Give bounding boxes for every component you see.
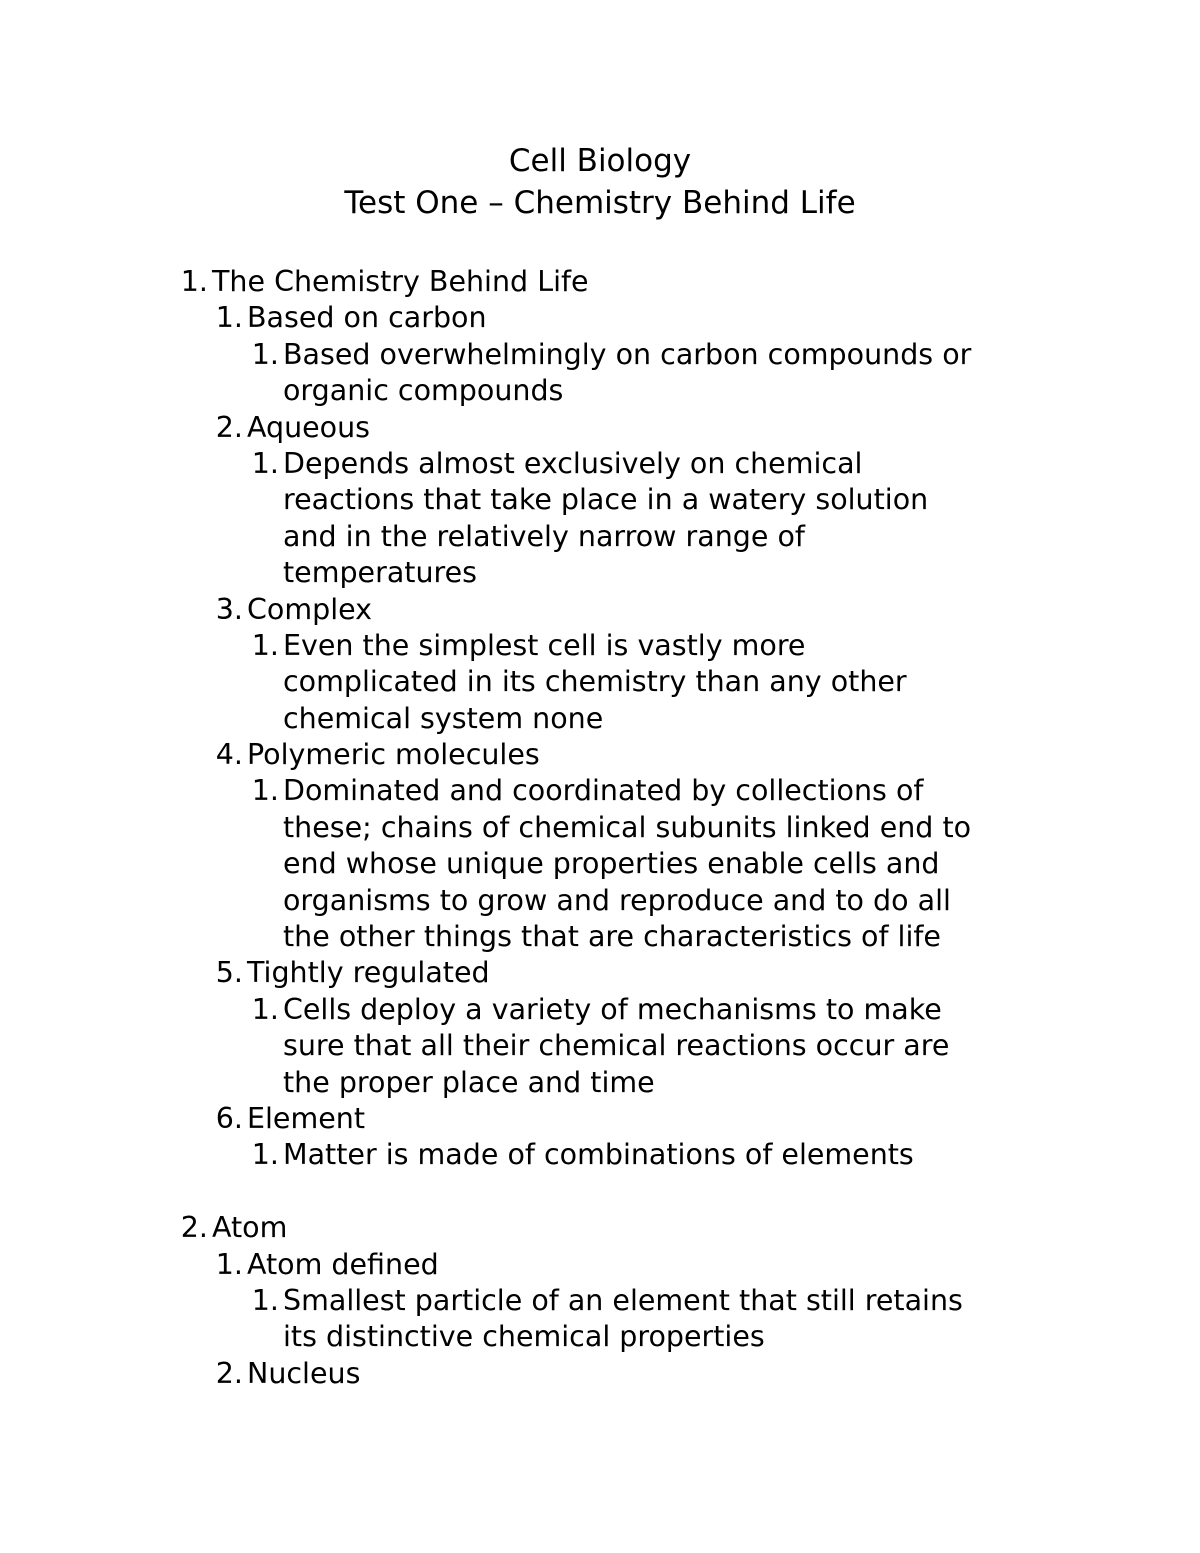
list-item-level-3 [0,1283,1200,1319]
list-item-text: Atom [212,1211,288,1245]
list-item-text: Cells deploy a variety of mechanisms to make [283,992,942,1026]
list-item-number: 6. [215,1101,243,1135]
list-item-number: 1. [180,265,208,298]
list-item-number: 2. [215,410,243,444]
list-item-continuation [0,1319,1200,1355]
list-item-text: Based on carbon [247,301,487,335]
list-item-text: organic compounds [283,374,564,408]
list-item-continuation [0,846,1200,882]
list-item-number: 1. [251,446,279,480]
list-item-level-1 [0,264,1200,300]
list-item-text: Tightly regulated [247,956,490,990]
list-item-number: 5. [215,956,243,990]
list-item-continuation [0,555,1200,591]
list-item-text: Element [247,1101,365,1135]
list-item-text: Atom defined [247,1247,439,1281]
document-subtitle: Test One – Chemistry Behind Life [344,185,856,221]
list-item-number: 1. [251,992,279,1026]
list-item-text: reactions that take place in a watery solution [283,483,929,517]
list-item-continuation [0,664,1200,700]
list-item-text: Smallest particle of an element that still retains [283,1283,963,1317]
list-item-text: Aqueous [247,410,371,444]
list-item-number: 1. [251,1138,279,1172]
list-item-level-2 [0,955,1200,991]
list-item-level-2 [0,1101,1200,1137]
title-block [0,140,1200,224]
list-item-continuation [0,519,1200,555]
list-item-continuation [0,1065,1200,1101]
list-item-number: 4. [215,738,243,772]
list-item-level-2 [0,592,1200,628]
list-item-level-3 [0,337,1200,373]
list-item-level-2 [0,410,1200,446]
list-item-text: temperatures [283,556,477,590]
list-item-level-2 [0,300,1200,336]
list-item-number: 1. [251,774,279,808]
list-item-level-3 [0,628,1200,664]
list-item-level-2 [0,1356,1200,1392]
list-item-level-2 [0,1247,1200,1283]
list-item-continuation [0,373,1200,409]
list-item-number: 1. [251,628,279,662]
list-item-text: Nucleus [247,1356,361,1390]
list-item-level-3 [0,992,1200,1028]
list-item-text: Dominated and coordinated by collections of [283,774,924,808]
list-item-continuation [0,883,1200,919]
blank-line [0,1174,1200,1210]
list-item-text: Even the simplest cell is vastly more [283,628,806,662]
list-item-level-3 [0,1137,1200,1173]
list-item-text: Polymeric molecules [247,738,540,772]
list-item-number: 1. [215,1247,243,1281]
list-item-continuation [0,701,1200,737]
list-item-text: these; chains of chemical subunits linked end to [283,810,972,844]
list-item-text: chemical system none [283,701,604,735]
list-item-text: the other things that are characteristics of life [283,920,941,954]
list-item-continuation [0,1028,1200,1064]
list-item-text: organisms to grow and reproduce and to do all [283,883,951,917]
list-item-text: the proper place and time [283,1065,655,1099]
list-item-number: 1. [215,301,243,335]
list-item-text: and in the relatively narrow range of [283,519,805,553]
list-item-number: 3. [215,592,243,626]
list-item-text: its distinctive chemical properties [283,1320,765,1354]
list-item-number: 2. [180,1211,208,1245]
list-item-number: 1. [251,1283,279,1317]
list-item-level-3 [0,446,1200,482]
list-item-text: Based overwhelmingly on carbon compounds or [283,337,972,371]
list-item-continuation [0,919,1200,955]
list-item-continuation [0,482,1200,518]
list-item-number: 2. [215,1356,243,1390]
list-item-level-3 [0,773,1200,809]
list-item-text: sure that all their chemical reactions occur are [283,1029,950,1063]
list-item-text: end whose unique properties enable cells and [283,847,940,881]
list-item-text: Depends almost exclusively on chemical [283,446,863,480]
list-item-text: The Chemistry Behind Life [212,265,589,298]
list-item-text: Matter is made of combinations of elements [283,1138,914,1172]
list-item-continuation [0,810,1200,846]
list-item-text: Complex [247,592,373,626]
document-title: Cell Biology [508,143,692,179]
list-item-level-1 [0,1210,1200,1246]
list-item-number: 1. [251,337,279,371]
outline-list [0,264,1200,1392]
list-item-level-2 [0,737,1200,773]
list-item-text: complicated in its chemistry than any other [283,665,907,699]
